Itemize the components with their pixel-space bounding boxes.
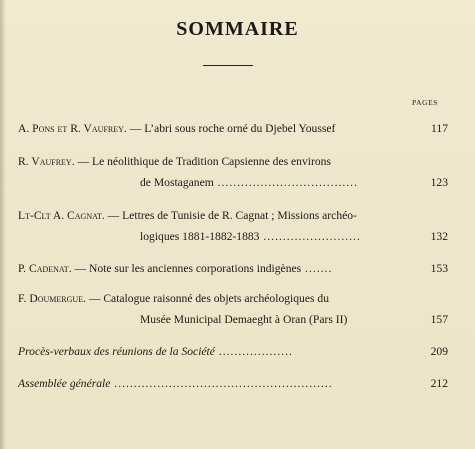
toc-entry-continuation: [140, 230, 448, 243]
toc-entry: [18, 262, 448, 275]
entry-page-number: 132: [430, 230, 448, 243]
entry-page-number: 123: [430, 176, 448, 189]
leader-dots: ....................................: [213, 176, 358, 189]
page-edge-shadow: [0, 0, 6, 449]
toc-entry-continuation: [140, 313, 448, 326]
entry-page-number: 153: [430, 262, 448, 275]
entry-page-number: 157: [430, 313, 448, 326]
leader-dots: ...................: [214, 345, 293, 358]
leader-dots: .........................: [259, 230, 361, 243]
pages-column-header: PAGES: [412, 98, 439, 107]
toc-entry: [18, 122, 448, 135]
entry-author: A. Pons et R. Vaufrey.: [18, 122, 127, 135]
toc-entry: [18, 155, 448, 168]
toc-entry-continuation: [140, 176, 448, 189]
entry-title: — Note sur les anciennes corporations indigènes: [71, 262, 302, 275]
entry-title-continued: Musée Municipal Demaeght à Oran (Pars II): [140, 313, 348, 326]
leader-dots: .......: [301, 262, 333, 275]
entry-title-continued: de Mostaganem: [140, 176, 214, 189]
entry-title: Assemblée générale: [18, 377, 111, 390]
entry-author: R. Vaufrey.: [18, 155, 75, 168]
toc-entry: [18, 345, 448, 358]
entry-title: — L’abri sous roche orné du Djebel Youssef: [126, 122, 336, 135]
entry-title: — Lettres de Tunisie de R. Cagnat ; Missions archéo-: [104, 209, 357, 222]
toc-entry: [18, 292, 448, 305]
entry-author: P. Cadenat.: [18, 262, 72, 275]
toc-entry: [18, 377, 448, 390]
entry-title: Procès-verbaux des réunions de la Société: [18, 345, 215, 358]
toc-entry: [18, 209, 448, 222]
entry-page-number: 212: [430, 377, 448, 390]
entry-title: — Le néolithique de Tradition Capsienne des environs: [74, 155, 331, 168]
entry-page-number: 117: [431, 122, 448, 135]
title-rule: [203, 65, 253, 66]
entry-title-continued: logiques 1881-1882-1883: [140, 230, 260, 243]
entry-author: F. Doumergue.: [18, 292, 86, 305]
entry-author: Lt-Clt A. Cagnat.: [18, 209, 105, 222]
page-title: SOMMAIRE: [176, 18, 299, 40]
entry-page-number: 209: [430, 345, 448, 358]
leader-dots: ........................................................: [110, 377, 333, 390]
entry-title: — Catalogue raisonné des objets archéologiques du: [85, 292, 330, 305]
